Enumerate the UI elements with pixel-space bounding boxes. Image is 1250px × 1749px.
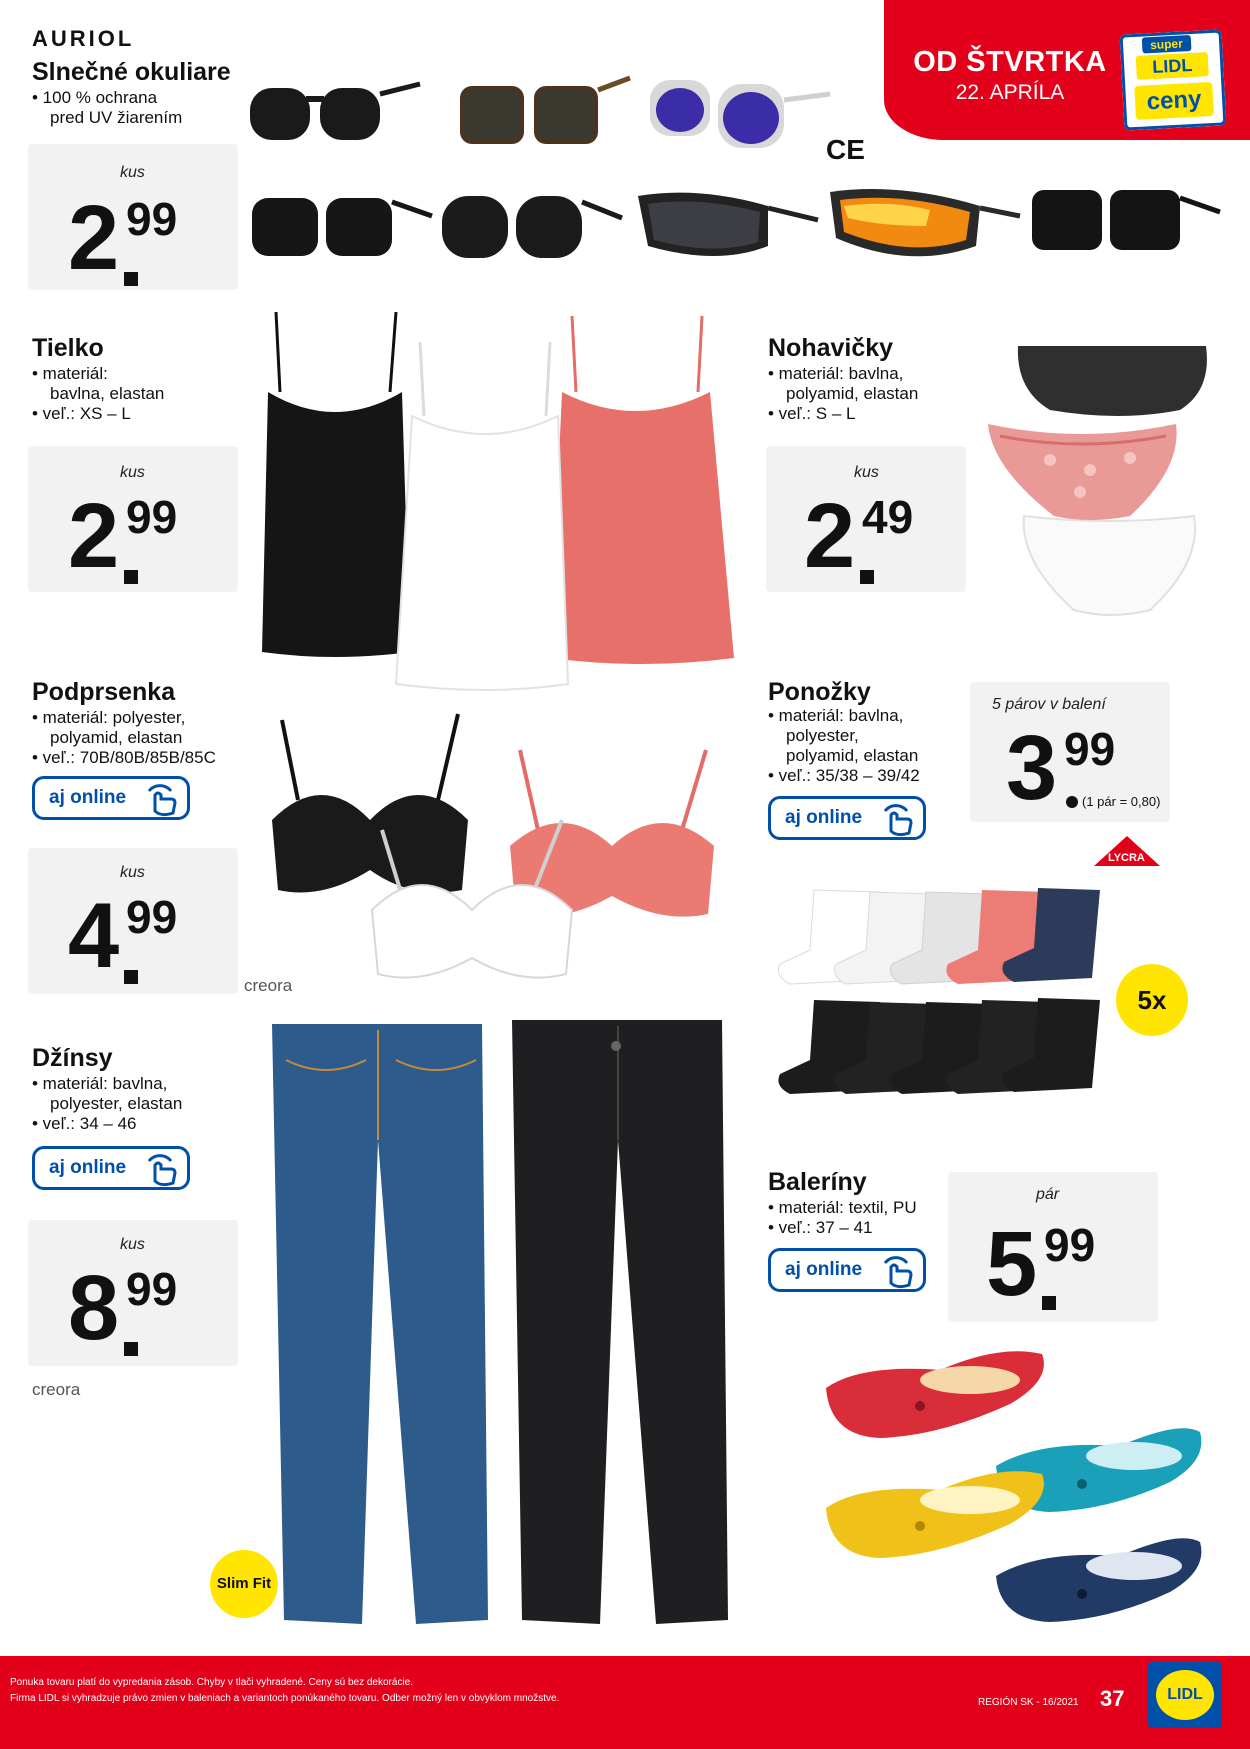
jeans-blue-image [272,1024,488,1624]
socks-online-button[interactable] [768,796,926,840]
bra-title: Podprsenka [32,678,176,706]
price-decimal: 99 [1064,723,1116,775]
socks-title: Ponožky [768,678,871,706]
sunglasses-mirror-blue-image [650,80,830,148]
sunglasses-sport-grey-image [638,193,818,256]
badge-lidl: LIDL [1136,52,1209,80]
sunglasses-features [32,88,182,128]
feature-line: • veľ.: 70B/80B/85B/85C [32,748,216,767]
lycra-logo [1094,846,1160,874]
socks-black-image [778,998,1100,1094]
unit-price-dot [1066,796,1078,808]
jeans-online-button[interactable] [32,1146,190,1190]
bras-image [262,710,722,1000]
socks-features [768,706,920,786]
sunglasses-tortoise-image [460,78,630,144]
price-decimal: 99 [1044,1219,1096,1271]
ballerinas-online-button[interactable] [768,1248,926,1292]
panties-image [980,340,1230,630]
price-unit: kus [854,464,879,481]
feature-line: bavlna, elastan [50,384,165,403]
price-main: 2 [804,485,854,587]
feature-line: pred UV žiarením [50,108,183,127]
ballerinas-title: Baleríny [768,1168,867,1196]
jeans-title: Džínsy [32,1044,113,1072]
sunglasses-price-box [28,144,238,290]
online-label: aj online [49,1157,127,1178]
panties-white-image [1024,516,1195,615]
panties-lace-pink-image [988,424,1177,520]
offer-date [912,46,1108,105]
price-main: 8 [68,1257,118,1359]
panties-dark-image [1018,346,1207,416]
hand-pointer-icon [877,803,917,837]
five-pack-badge: 5x [1116,964,1188,1036]
bra-black-image [272,714,468,893]
sunglasses-black-image [250,84,420,140]
tank-top-black-image [262,312,410,657]
ballerinas-price-box [948,1172,1158,1322]
socks-image [770,880,1100,1100]
hand-pointer-icon [141,783,181,817]
jeans-image [266,1020,746,1640]
price-decimal: 99 [126,1263,178,1315]
super-lidl-ceny-badge [1120,29,1227,130]
offer-date-text: 22. APRÍLA [955,81,1065,104]
feature-line: polyester, elastan [50,1094,183,1113]
price-main: 4 [68,885,118,987]
bra-features [32,708,216,768]
price-unit: 5 párov v balení [992,696,1106,713]
price-main: 5 [986,1213,1036,1315]
bra-price-box [28,848,238,994]
feature-line: • materiál: textil, PU [768,1198,917,1217]
creora-logo-bra: creora [244,976,293,995]
feature-line: • veľ.: XS – L [32,404,131,423]
lycra-text: LYCRA [1108,852,1145,864]
price-unit: kus [120,164,145,181]
sunglasses-title: Slnečné okuliare [32,58,231,86]
page-number: 37 [1100,1686,1125,1711]
feature-line: polyamid, elastan [786,746,919,765]
tank-top-features [32,364,164,424]
footer-region: REGIÓN SK - 16/2021 [978,1697,1079,1708]
feature-line: • materiál: bavlna, [768,706,904,725]
feature-line: • veľ.: S – L [768,404,856,423]
online-label: aj online [785,1259,863,1280]
creora-logo-jeans: creora [32,1380,81,1399]
footer-disclaimer-2: Firma LIDL si vyhradzuje právo zmien v baleniach a variantoch ponúkaného tovaru. Odber možný len v obvyklom množstve. [10,1693,560,1704]
price-dot [124,970,138,984]
price-dot [124,272,138,286]
sunglasses-row-1-image [240,70,900,166]
feature-line: • materiál: bavlna, [32,1074,168,1093]
hand-pointer-icon [141,1153,181,1187]
feature-line: • materiál: polyester, [32,708,186,727]
price-unit: kus [120,864,145,881]
lidl-logo [1148,1662,1222,1728]
jeans-features [32,1074,182,1134]
tank-tops-image [250,312,740,692]
tank-top-price-box [28,446,238,592]
ballerina-navy-image [996,1538,1201,1622]
jeans-black-image [512,1020,728,1624]
price-main: 3 [1006,717,1056,819]
socks-colored-image [778,888,1100,984]
unit-price: (1 pár = 0,80) [1082,794,1161,809]
panties-price-box [766,446,966,592]
hand-pointer-icon [877,1255,917,1289]
offer-title: OD ŠTVRTKA [913,46,1107,78]
slim-fit-badge: Slim Fit [210,1550,278,1618]
sunglasses-round-black-image [442,196,622,258]
feature-line: • materiál: bavlna, [768,364,904,383]
tank-top-title: Tielko [32,334,104,362]
footer-bar [0,1656,1250,1749]
price-dot [860,570,874,584]
price-unit: pár [1036,1186,1060,1203]
price-main: 2 [68,485,118,587]
feature-line: polyamid, elastan [50,728,183,747]
sunglasses-wayfarer-image [252,198,432,256]
tank-top-white-image [396,342,568,690]
price-dot [124,1342,138,1356]
price-unit: kus [120,464,145,481]
ballerinas-features [768,1198,917,1238]
jeans-price-box [28,1220,238,1366]
badge-ceny: ceny [1134,82,1214,120]
lidl-logo-text: LIDL [1156,1670,1214,1720]
ce-mark: CE [826,134,865,165]
price-decimal: 49 [862,491,914,543]
price-dot [1042,1296,1056,1310]
feature-line: • 100 % ochrana [32,88,158,107]
price-decimal: 99 [126,491,178,543]
feature-line: • veľ.: 35/38 – 39/42 [768,766,920,785]
socks-price-box [970,682,1170,822]
tank-top-pink-image [550,316,734,664]
bra-online-button[interactable] [32,776,190,820]
price-main: 2 [68,187,118,289]
price-unit: kus [120,1236,145,1253]
ballerina-red-image [826,1351,1044,1438]
sunglasses-square-black-image [1032,190,1220,250]
feature-line: polyamid, elastan [786,384,919,403]
feature-line: • veľ.: 34 – 46 [32,1114,137,1133]
badge-super: super [1142,35,1191,54]
sunglasses-row-2-image [252,186,1222,276]
price-decimal: 99 [126,891,178,943]
price-dot [124,570,138,584]
panties-features [768,364,918,424]
online-label: aj online [785,807,863,828]
feature-line: • materiál: [32,364,108,383]
sunglasses-sport-orange-image [830,189,1020,256]
ballerina-yellow-image [826,1471,1044,1558]
panties-title: Nohavičky [768,334,894,362]
feature-line: polyester, [786,726,859,745]
feature-line: • veľ.: 37 – 41 [768,1218,873,1237]
brand-auriol: AURIOL [32,26,135,51]
online-label: aj online [49,787,127,808]
ballerinas-image [820,1340,1220,1640]
price-decimal: 99 [126,193,178,245]
footer-disclaimer-1: Ponuka tovaru platí do vypredania zásob. Chyby v tlači vyhradené. Ceny sú bez dekorácie. [10,1677,414,1688]
